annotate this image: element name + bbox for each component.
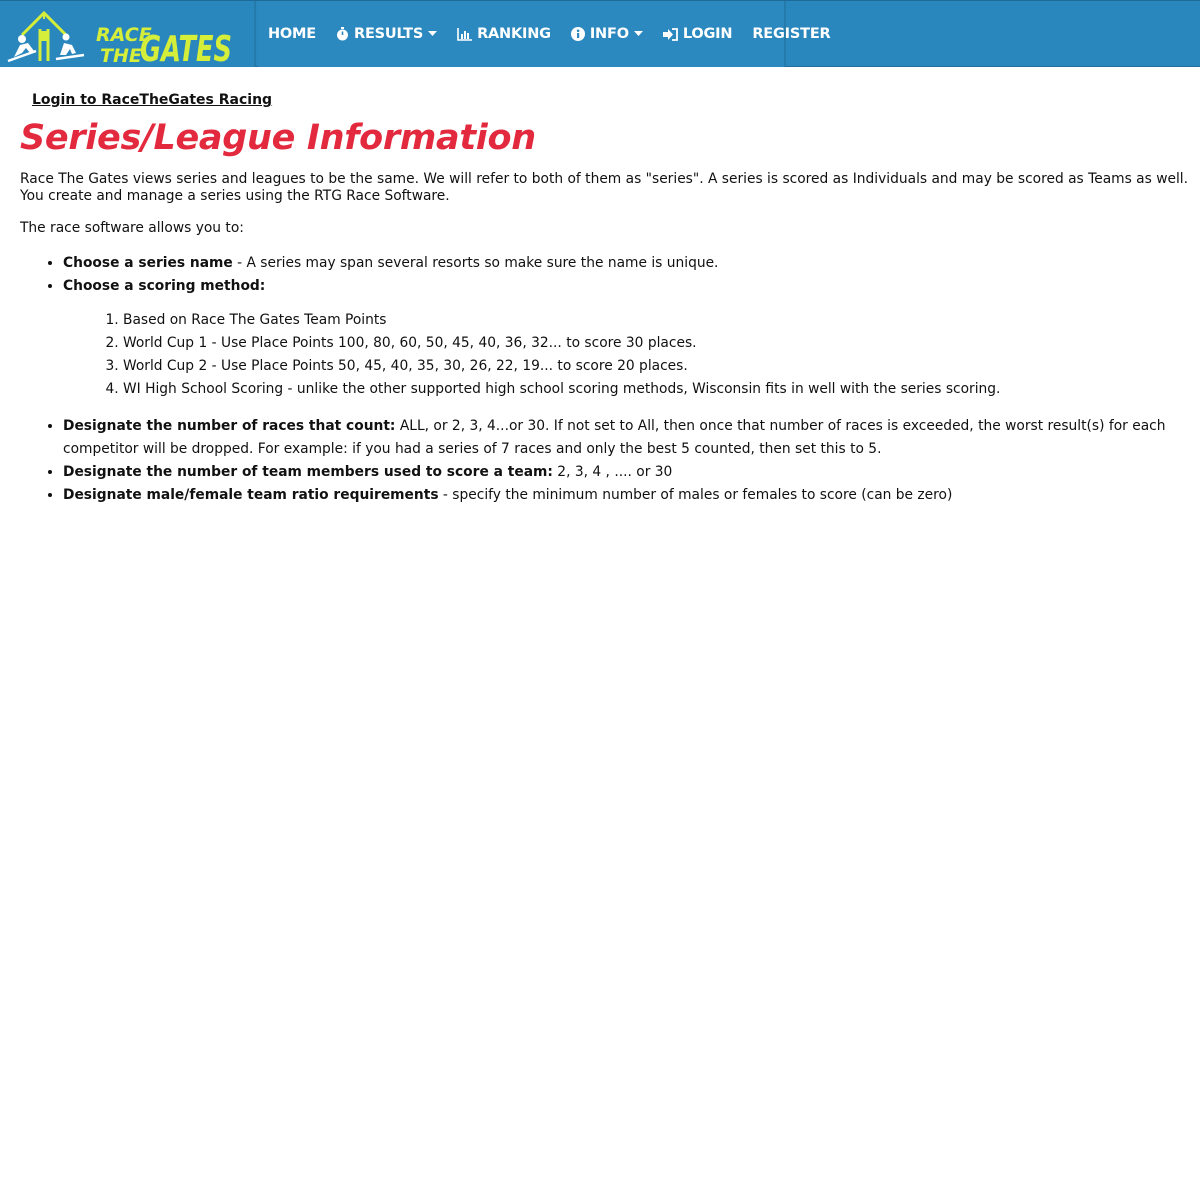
- nav-info-label: INFO: [589, 26, 629, 42]
- list-item-text: - A series may span several resorts so make sure the name is unique.: [232, 255, 719, 271]
- allows-paragraph: The race software allows you to:: [20, 220, 244, 236]
- nav-register[interactable]: [742, 1, 840, 67]
- intro-paragraph: Race The Gates views series and leagues to be the same. We will refer to both of them as "series". A series is scored as Individuals and may be scored as Teams as well. You create and manage a series using the RTG Race Software.: [20, 171, 1189, 204]
- chevron-down-icon: [634, 31, 643, 37]
- stopwatch-icon: [336, 27, 349, 41]
- nav-info[interactable]: [561, 1, 653, 67]
- list-item: [63, 275, 1190, 401]
- top-navbar: [0, 0, 1200, 70]
- list-item-bold: Choose a scoring method:: [63, 278, 266, 294]
- nav-login[interactable]: [653, 1, 742, 67]
- info-circle-icon: [571, 27, 585, 41]
- list-item-bold: Choose a series name: [63, 255, 233, 271]
- nav-home-label: HOME: [268, 26, 316, 42]
- list-item-bold: Designate male/female team ratio requirements: [63, 487, 439, 503]
- list-item-text: - specify the minimum number of males or females to score (can be zero): [438, 487, 953, 503]
- nav-results-label: RESULTS: [354, 26, 424, 42]
- list-item-text: 2, 3, 4 , .... or 30: [552, 464, 673, 480]
- list-item-bold: Designate the number of races that count:: [63, 418, 396, 434]
- scoring-method-item: 1. Based on Race The Gates Team Points: [123, 309, 1190, 332]
- svg-text:GATES: GATES: [140, 29, 232, 70]
- main-nav: [258, 1, 831, 67]
- svg-text:THE: THE: [100, 45, 142, 67]
- sign-in-icon: [663, 28, 678, 41]
- scoring-method-item: 3. World Cup 2 - Use Place Points 50, 45, 40, 35, 30, 26, 22, 19... to score 20 places.: [123, 355, 1190, 378]
- svg-text:RACE: RACE: [96, 24, 152, 46]
- chevron-down-icon: [428, 31, 437, 37]
- bar-chart-icon: [457, 28, 472, 41]
- list-item: [63, 252, 1190, 275]
- list-item-bold: Designate the number of team members used to score a team:: [63, 464, 553, 480]
- nav-login-label: LOGIN: [682, 26, 733, 42]
- main-content: [20, 171, 1190, 507]
- scoring-methods-list: [63, 309, 1190, 401]
- page-title: Series/League Information: [20, 118, 536, 158]
- list-item: [63, 484, 1190, 507]
- site-logo[interactable]: [0, 1, 256, 70]
- logo-skier-icon: [0, 1, 256, 70]
- list-item-text: ALL, or 2, 3, 4...or 30. If not set to All, then once that number of races is exceeded, the worst result(s) for each competitor will be dropped. For example: if you had a series of 7 races and only the best 5 counted, then set this to 5.: [63, 418, 1166, 457]
- scoring-method-item: 2. World Cup 1 - Use Place Points 100, 80, 60, 50, 45, 40, 36, 32... to score 30 places.: [123, 332, 1190, 355]
- feature-list: [20, 252, 1190, 507]
- scoring-method-item: 4. WI High School Scoring - unlike the other supported high school scoring methods, Wisconsin fits in well with the series scoring.: [123, 378, 1190, 401]
- nav-register-label: REGISTER: [752, 26, 831, 42]
- nav-ranking-label: RANKING: [477, 26, 551, 42]
- list-item: [63, 415, 1190, 461]
- nav-home[interactable]: [258, 1, 326, 67]
- list-item: [63, 461, 1190, 484]
- nav-results[interactable]: [326, 1, 447, 67]
- login-link[interactable]: Login to RaceTheGates Racing: [32, 92, 273, 108]
- nav-ranking[interactable]: [447, 1, 561, 67]
